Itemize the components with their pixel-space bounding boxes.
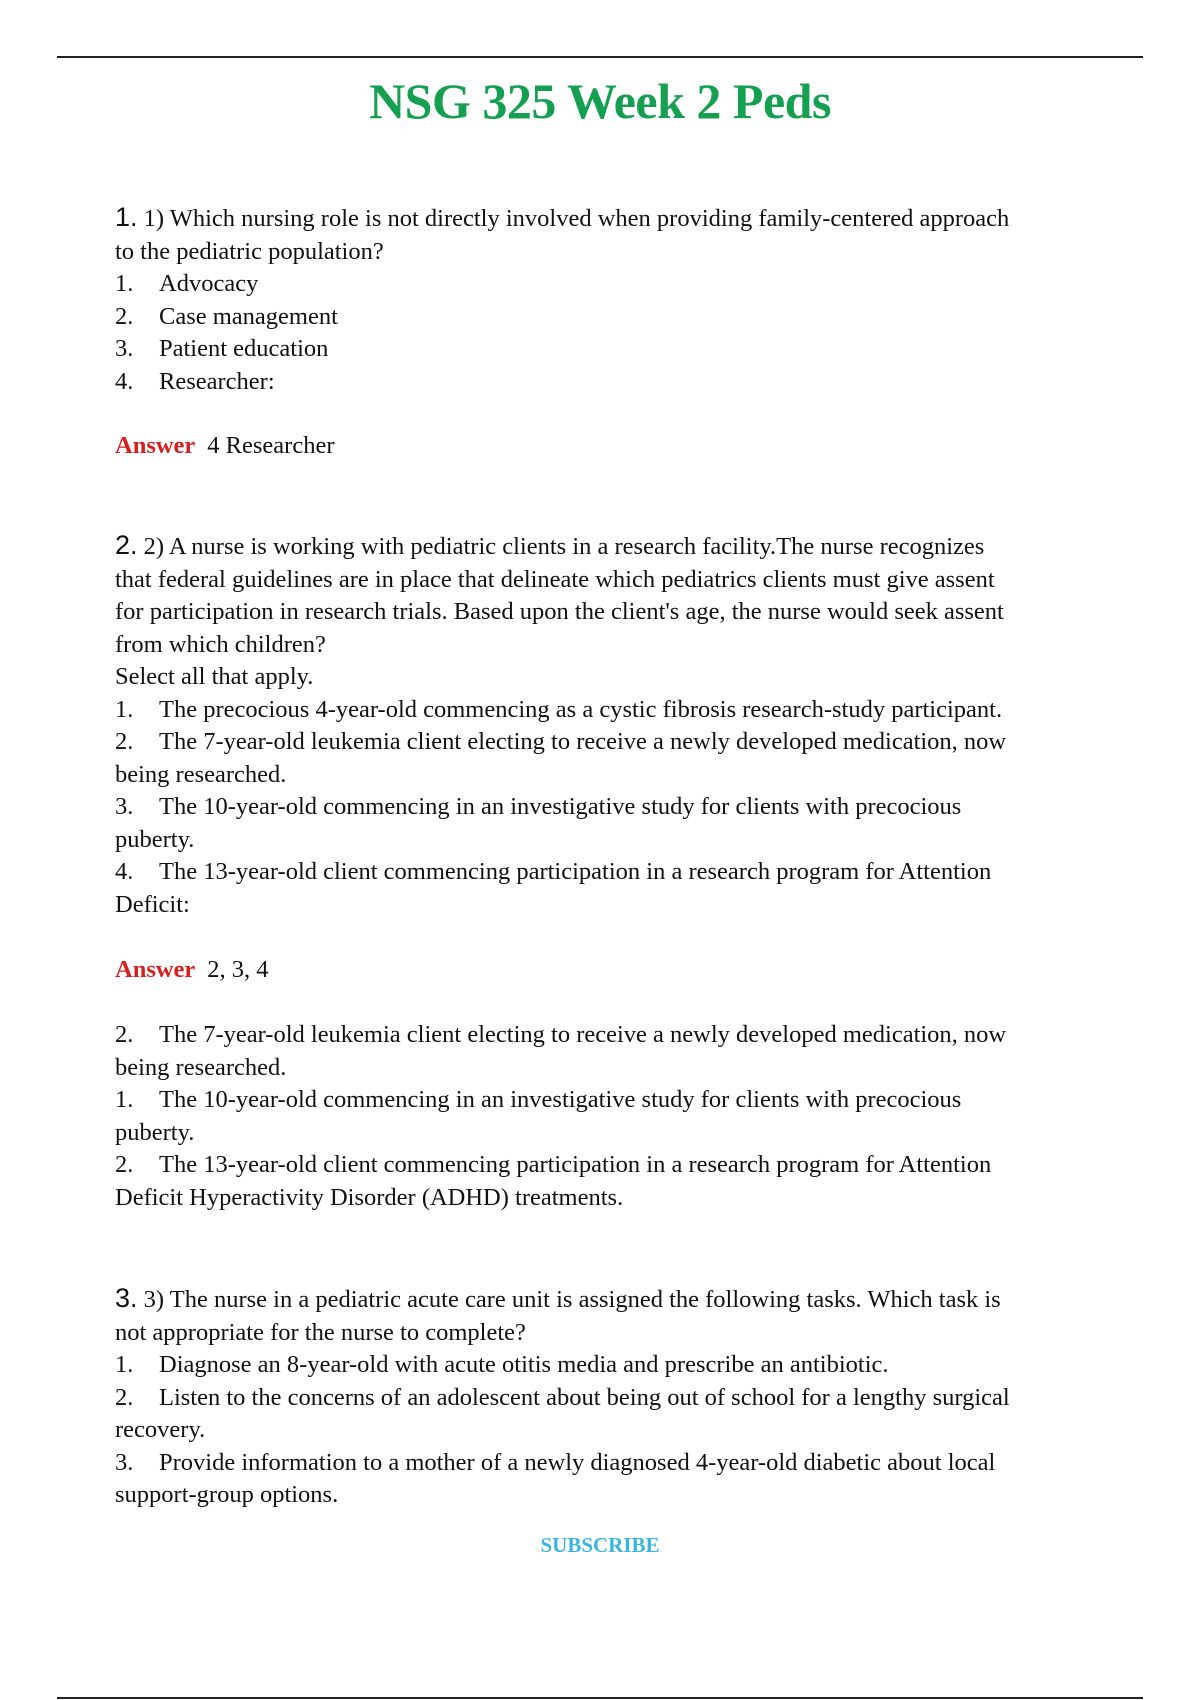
option-number: 1.	[115, 1086, 134, 1113]
option-text: The 7-year-old leukemia client electing to receive a newly developed medication, now	[159, 728, 1007, 755]
question-2	[115, 529, 1140, 921]
option-number: 3.	[115, 1448, 134, 1476]
question-line: for participation in research trials. Based upon the client's age, the nurse would seek assent	[115, 598, 1004, 625]
option-cont: recovery.	[115, 1416, 206, 1443]
question-line: 3) The nurse in a pediatric acute care unit is assigned the following tasks. Which task is	[143, 1286, 1001, 1313]
option	[115, 726, 1140, 759]
subscribe-link[interactable]: SUBSCRIBE	[540, 1533, 660, 1557]
option	[115, 791, 1140, 824]
question-text	[115, 1282, 1140, 1317]
option-text: Patient education	[159, 335, 329, 362]
answer-2	[115, 954, 1140, 987]
option-number: 4.	[115, 858, 134, 885]
answer-label: Answer	[115, 432, 196, 459]
explanation-item	[115, 1149, 1140, 1182]
question-text	[115, 529, 1140, 564]
bottom-rule	[57, 1697, 1143, 1699]
option-text: Researcher:	[159, 367, 275, 395]
answer-1	[115, 430, 1140, 463]
page-title: NSG 325 Week 2 Peds	[369, 73, 831, 129]
answer-text: 2, 3, 4	[207, 956, 269, 983]
answer-2-explanation	[115, 1019, 1140, 1214]
option-cont: being researched.	[115, 760, 287, 788]
option	[115, 1382, 1140, 1415]
option-cont: being researched.	[115, 1053, 287, 1081]
answer-label: Answer	[115, 956, 196, 983]
option-text: Diagnose an 8-year-old with acute otitis media and prescribe an antibiotic.	[159, 1351, 889, 1378]
option-text: The 10-year-old commencing in an investigative study for clients with precocious	[159, 793, 962, 820]
option	[115, 1447, 1140, 1480]
option-text: The precocious 4-year-old commencing as a cystic fibrosis research-study participant.	[159, 695, 1003, 723]
option-cont: puberty.	[115, 825, 195, 853]
question-text	[115, 201, 1140, 236]
option-number: 2.	[115, 1383, 134, 1411]
option-cont: support-group options.	[115, 1481, 339, 1508]
question-line: to the pediatric population?	[115, 237, 384, 265]
question-line: Select all that apply.	[115, 663, 314, 690]
question-1	[115, 201, 1140, 398]
explanation-item	[115, 1019, 1140, 1052]
option	[115, 856, 1140, 889]
option-cont: Deficit Hyperactivity Disorder (ADHD) treatments.	[115, 1183, 624, 1211]
option-text: The 7-year-old leukemia client electing to receive a newly developed medication, now	[159, 1021, 1007, 1048]
question-number: 2.	[115, 530, 138, 560]
question-number: 1.	[115, 202, 138, 232]
option	[115, 1349, 1140, 1382]
option	[115, 268, 1140, 301]
option	[115, 333, 1140, 366]
option-cont: Deficit:	[115, 890, 190, 918]
option-number: 2.	[115, 1151, 134, 1178]
explanation-item	[115, 1084, 1140, 1117]
option-text: The 10-year-old commencing in an investigative study for clients with precocious	[159, 1086, 962, 1113]
option-number: 1.	[115, 270, 134, 297]
option-text: Listen to the concerns of an adolescent about being out of school for a lengthy surgical	[159, 1383, 1010, 1411]
option-number: 2.	[115, 728, 134, 755]
question-line: 1) Which nursing role is not directly involved when providing family-centered approach	[143, 205, 1010, 232]
option-text: Advocacy	[159, 270, 259, 297]
option-number: 2.	[115, 1021, 134, 1048]
option	[115, 301, 1140, 334]
option	[115, 694, 1140, 727]
option-text: Case management	[159, 302, 338, 330]
option-number: 4.	[115, 367, 134, 395]
option-text: Provide information to a mother of a newly diagnosed 4-year-old diabetic about local	[159, 1448, 996, 1476]
option-number: 1.	[115, 1351, 134, 1378]
option-number: 3.	[115, 335, 134, 362]
question-3	[115, 1282, 1140, 1512]
option-number: 3.	[115, 793, 134, 820]
question-line: 2) A nurse is working with pediatric clients in a research facility.The nurse recognizes	[143, 533, 985, 560]
option-number: 1.	[115, 695, 134, 723]
question-line: not appropriate for the nurse to complete?	[115, 1318, 526, 1346]
top-rule	[57, 56, 1143, 58]
option	[115, 366, 1140, 399]
question-line: from which children?	[115, 630, 326, 658]
option-cont: puberty.	[115, 1118, 195, 1146]
option-text: The 13-year-old client commencing participation in a research program for Attention	[159, 858, 992, 885]
option-number: 2.	[115, 302, 134, 330]
question-number: 3.	[115, 1283, 138, 1313]
option-text: The 13-year-old client commencing participation in a research program for Attention	[159, 1151, 992, 1178]
question-line: that federal guidelines are in place that delineate which pediatrics clients must give assent	[115, 565, 995, 593]
answer-text: 4 Researcher	[207, 432, 335, 459]
